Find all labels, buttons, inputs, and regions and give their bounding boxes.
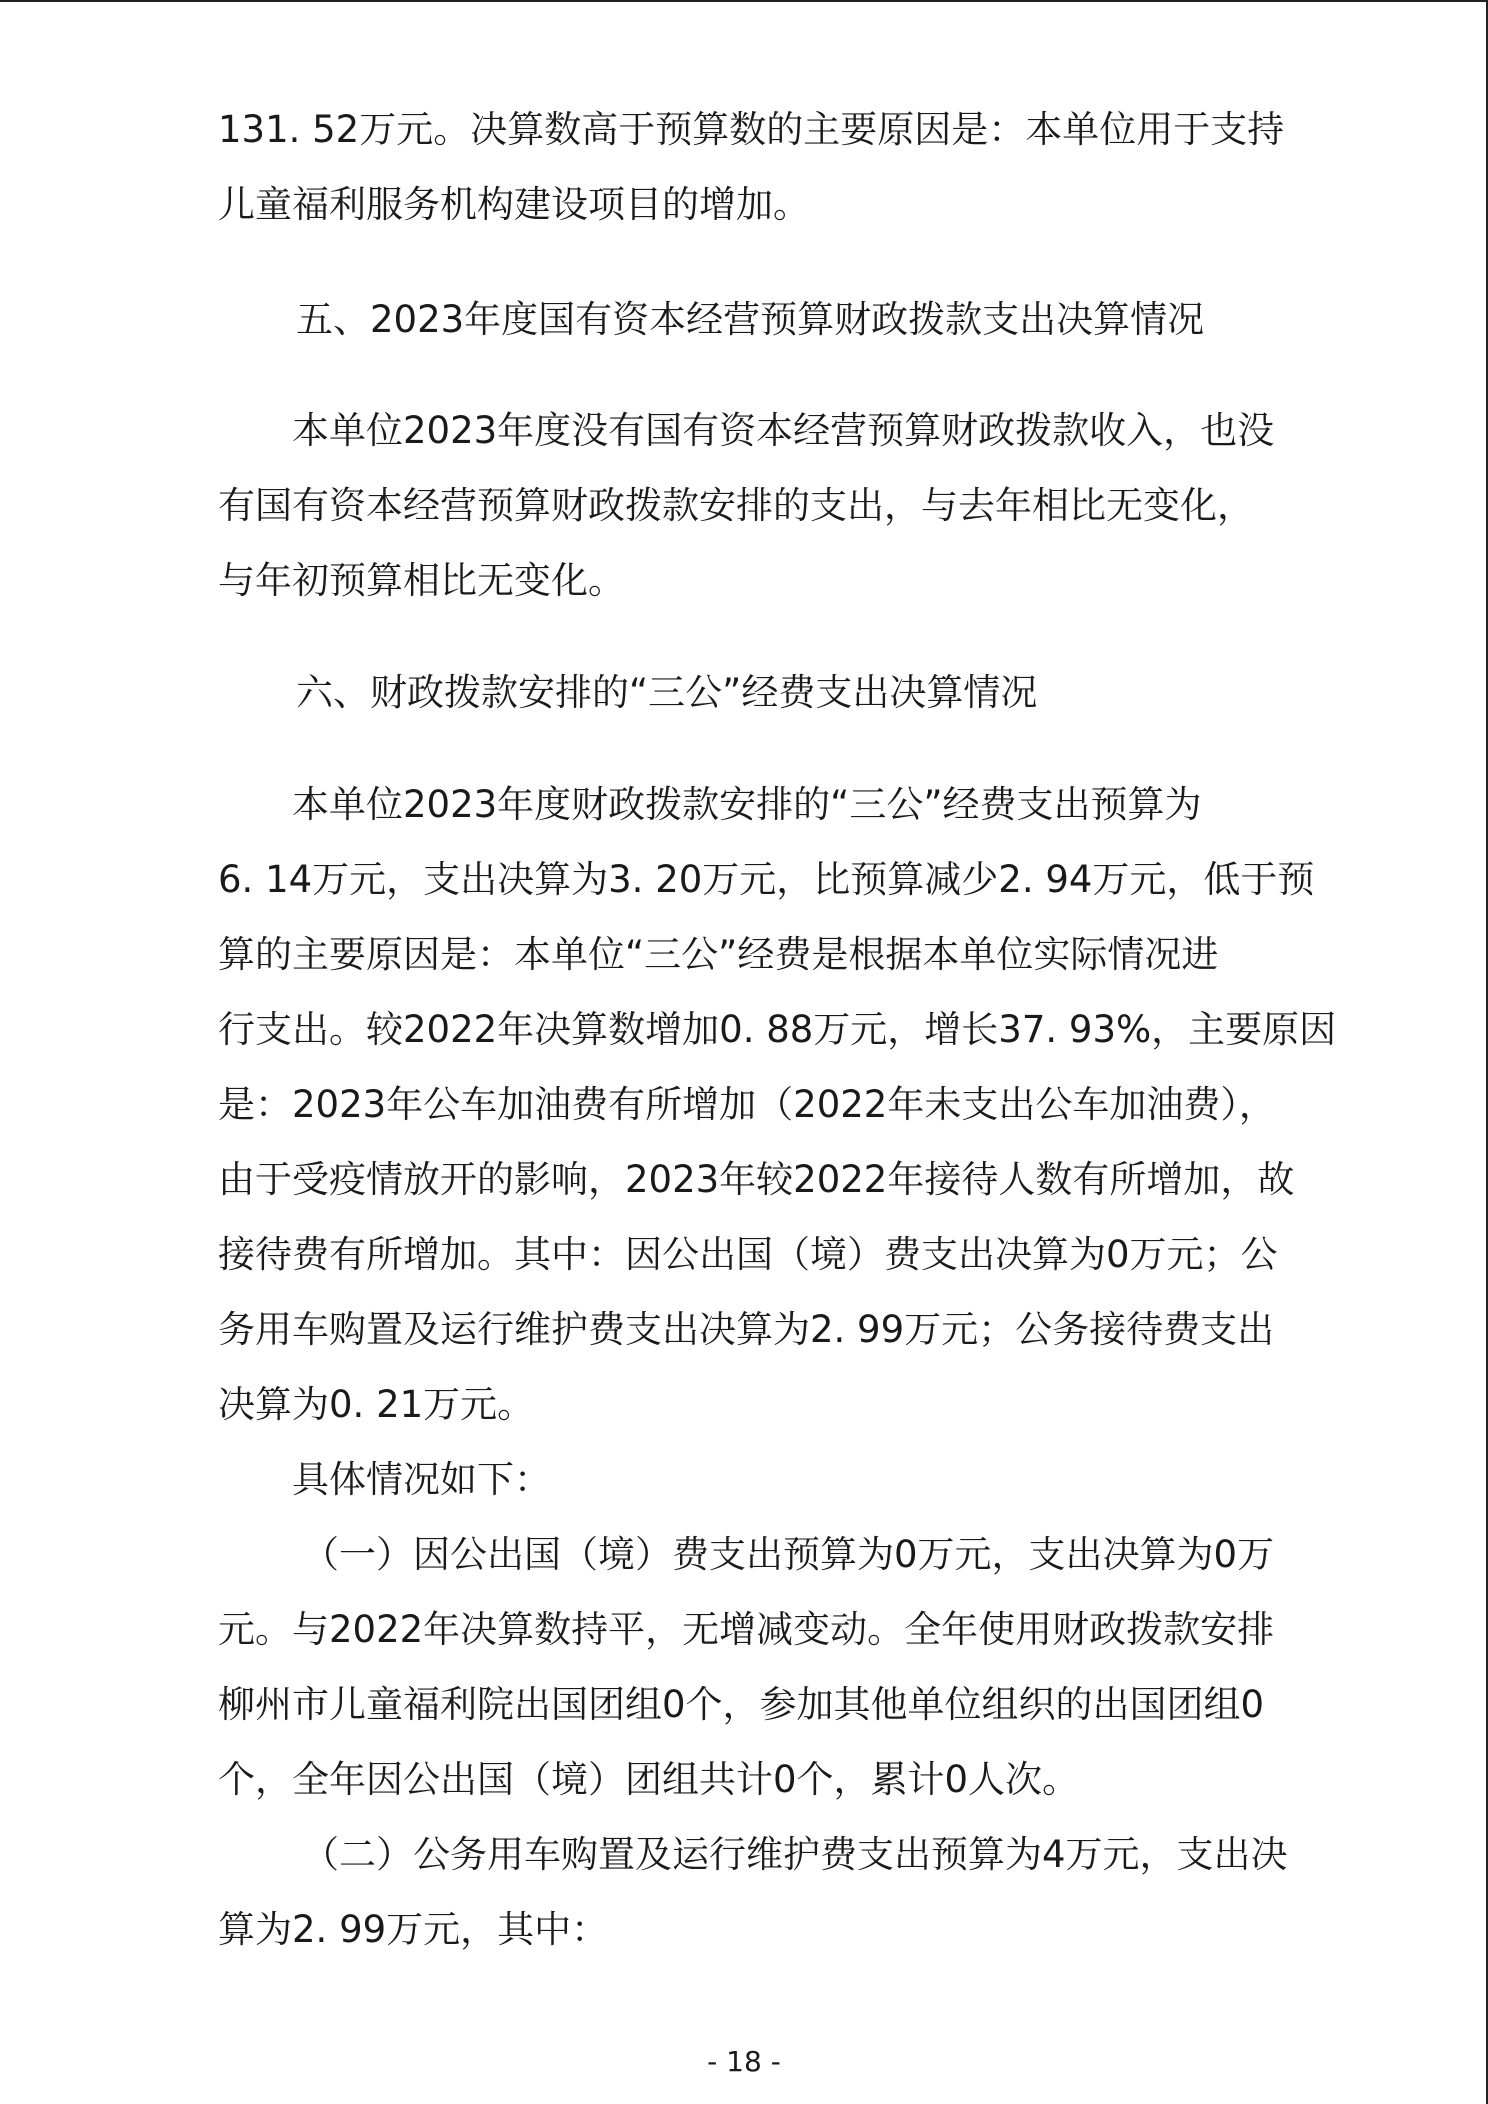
paragraph-line: 元。与2022年决算数持平，无增减变动。全年使用财政拨款安排 xyxy=(218,1608,1275,1651)
paragraph-line: （一）因公出国（境）费支出预算为0万元，支出决算为0万 xyxy=(302,1533,1275,1576)
page-number: - 18 - xyxy=(707,2045,781,2078)
paragraph-line: 儿童福利服务机构建设项目的增加。 xyxy=(218,183,810,226)
paragraph-line: 算的主要原因是：本单位“三公”经费是根据本单位实际情况进 xyxy=(218,933,1219,976)
paragraph-line: 柳州市儿童福利院出国团组0个，参加其他单位组织的出国团组0 xyxy=(218,1683,1265,1726)
paragraph-line: 算为2. 99万元，其中： xyxy=(218,1908,609,1951)
paragraph-line: 有国有资本经营预算财政拨款安排的支出，与去年相比无变化， xyxy=(218,484,1254,527)
paragraph-line: 接待费有所增加。其中：因公出国（境）费支出决算为0万元；公 xyxy=(218,1233,1278,1276)
paragraph-line: 由于受疫情放开的影响，2023年较2022年接待人数有所增加，故 xyxy=(218,1158,1295,1201)
paragraph-line: 决算为0. 21万元。 xyxy=(218,1383,535,1426)
paragraph-line: 与年初预算相比无变化。 xyxy=(218,559,625,602)
section-heading: 六、财政拨款安排的“三公”经费支出决算情况 xyxy=(296,671,1038,714)
paragraph-line: 本单位2023年度财政拨款安排的“三公”经费支出预算为 xyxy=(292,783,1202,826)
paragraph-line: 本单位2023年度没有国有资本经营预算财政拨款收入，也没 xyxy=(292,409,1275,452)
paragraph-line: 6. 14万元，支出决算为3. 20万元，比预算减少2. 94万元，低于预 xyxy=(218,858,1315,901)
paragraph-line: 具体情况如下： xyxy=(292,1458,551,1501)
section-heading: 五、2023年度国有资本经营预算财政拨款支出决算情况 xyxy=(296,298,1205,341)
paragraph-line: 是：2023年公车加油费有所增加（2022年未支出公车加油费）， xyxy=(218,1083,1276,1126)
paragraph-line: 行支出。较2022年决算数增加0. 88万元，增长37. 93%，主要原因 xyxy=(218,1008,1337,1051)
paragraph-line: （二）公务用车购置及运行维护费支出预算为4万元，支出决 xyxy=(302,1833,1288,1876)
paragraph-line: 务用车购置及运行维护费支出决算为2. 99万元；公务接待费支出 xyxy=(218,1308,1275,1351)
paragraph-line: 个，全年因公出国（境）团组共计0个，累计0人次。 xyxy=(218,1758,1080,1801)
paragraph-line: 131. 52万元。决算数高于预算数的主要原因是：本单位用于支持 xyxy=(218,108,1285,151)
